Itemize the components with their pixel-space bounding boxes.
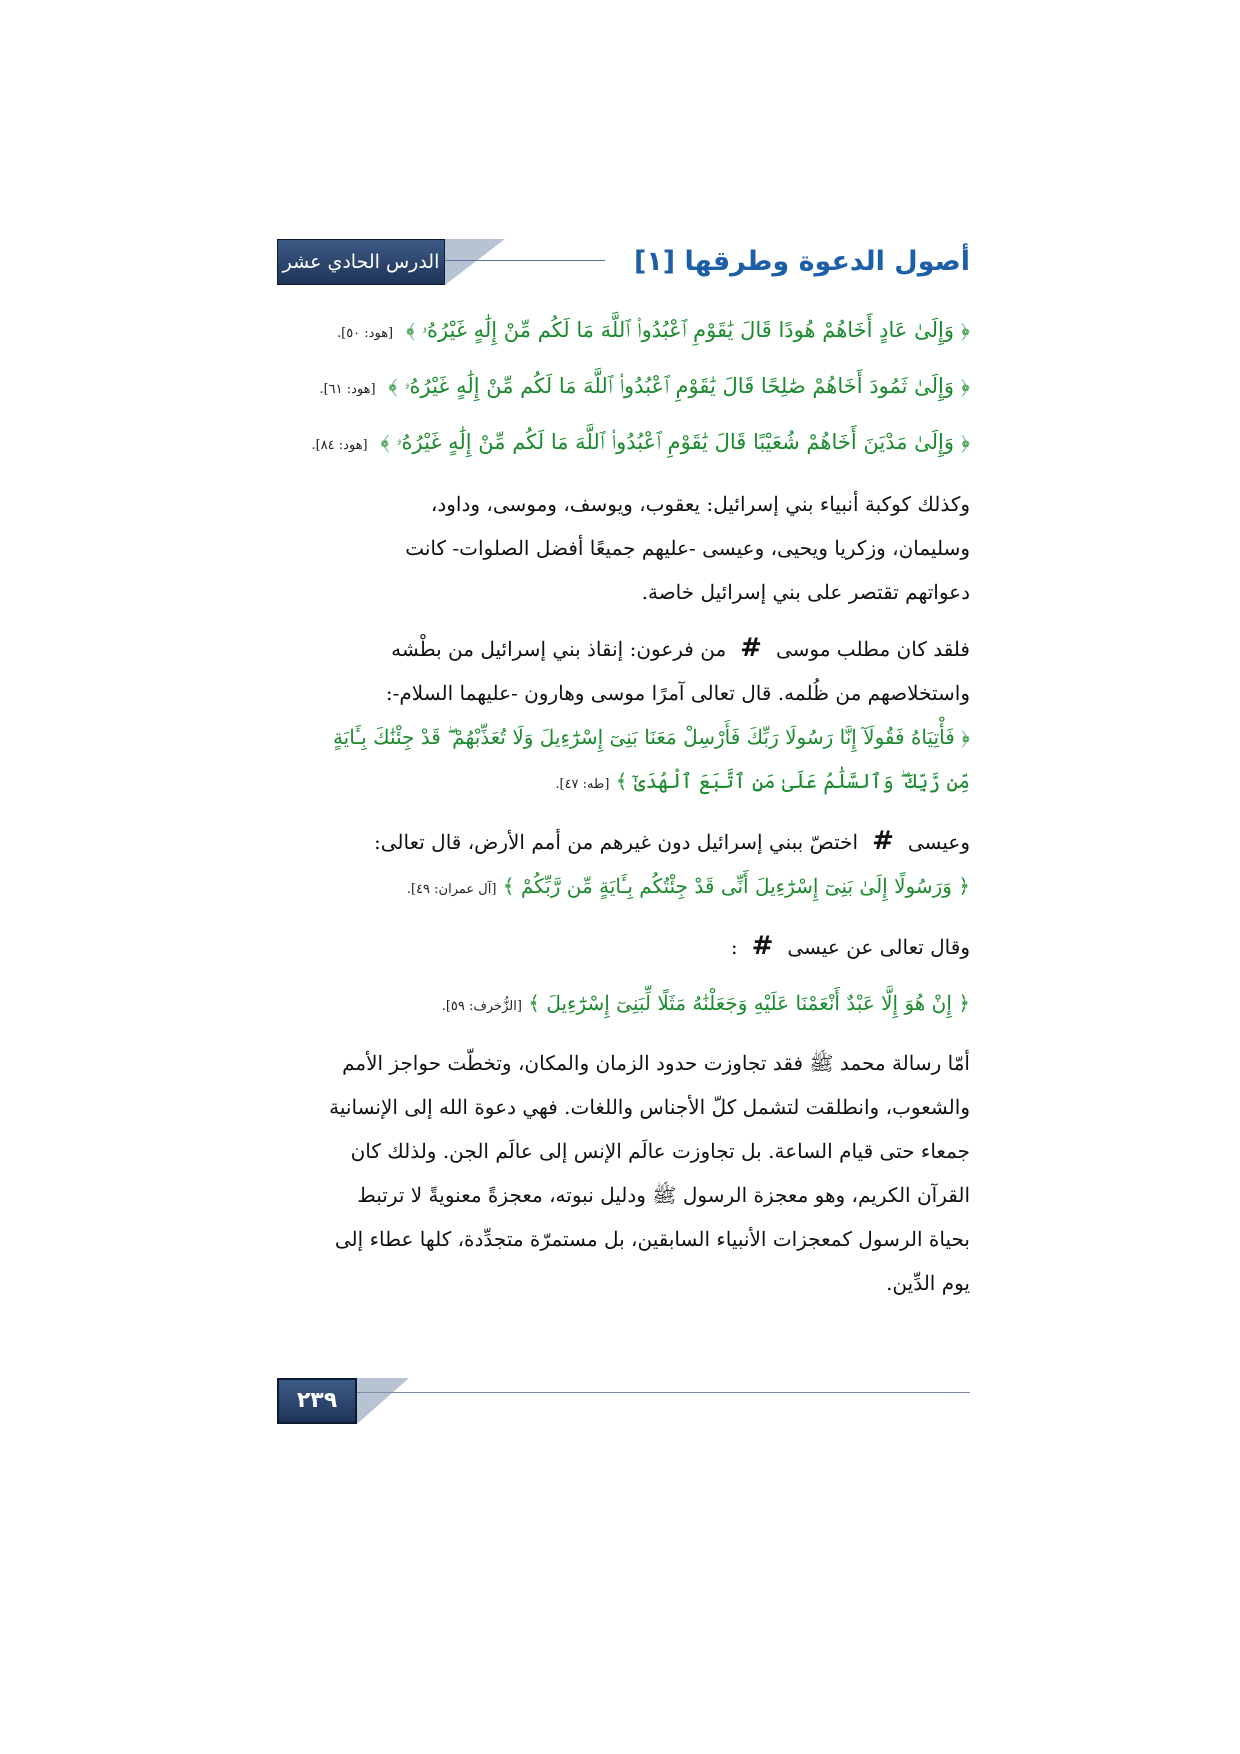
- text-segment: فلقد كان مطلب موسى: [775, 637, 970, 661]
- verse-text: ﴿ وَإِلَىٰ عَادٍ أَخَاهُمْ هُودًا قَالَ يَٰقَوْمِ ٱعْبُدُوا۟ ٱللَّهَ مَا لَكُم مِّنْ إِلَٰهٍ غَيْرُهُۥ ﴾: [405, 318, 970, 342]
- paragraph-israelite-prophets: [267, 482, 970, 614]
- text-line: القرآن الكريم، وهو معجزة الرسول ﷺ ودليل نبوته، معجزةً معنويةً لا ترتبط: [357, 1183, 970, 1207]
- verse-reference: [هود: ٥٠].: [336, 326, 394, 341]
- verse-text: ﴿ وَإِلَىٰ مَدْيَنَ أَخَاهُمْ شُعَيْبًا قَالَ يَٰقَوْمِ ٱعْبُدُوا۟ ٱللَّهَ مَا لَكُم مِّنْ إِلَٰهٍ غَيْرُهُۥ ﴾: [380, 430, 970, 454]
- footer-wedge: [357, 1378, 409, 1424]
- header-wedge: [445, 239, 505, 285]
- verse-reference: [هود: ٨٤].: [311, 438, 368, 453]
- verse-line: [267, 864, 970, 912]
- text-line: [267, 626, 970, 671]
- text-segment: اختصّ ببني إسرائيل دون غيرهم من أمم الأرض، قال تعالى:: [374, 830, 859, 854]
- verse-line: [267, 981, 970, 1029]
- paragraph-jesus: [267, 819, 970, 912]
- text-line: أمّا رسالة محمد ﷺ فقد تجاوزت حدود الزمان والمكان، وتخطّت حواجز الأمم: [342, 1051, 970, 1075]
- paragraph-muhammad: [267, 1041, 970, 1305]
- verse-hud-84: [267, 414, 970, 470]
- spacer: [267, 969, 970, 981]
- verse-line: ﴿ فَأْتِيَاهُ فَقُولَآ إِنَّا رَسُولَا رَبِّكَ فَأَرْسِلْ مَعَنَا بَنِىٓ إِسْرَٰٓءِيلَ وَلَا تُعَذِّبْهُمْ ۖ قَدْ جِئْنَٰكَ بِـَٔايَةٍ: [332, 725, 970, 749]
- page-number: ٢٣٩: [277, 1378, 357, 1424]
- text-segment: :: [730, 935, 738, 959]
- verse-reference: [الزُّخرف: ٥٩].: [441, 999, 522, 1014]
- verse-hud-61: [267, 358, 970, 414]
- text-line: [267, 819, 970, 864]
- text-segment: وقال تعالى عن عيسى: [787, 935, 970, 959]
- page-header: [270, 233, 970, 291]
- verse-reference: [طه: ٤٧].: [555, 777, 610, 792]
- text-segment: وعيسى: [907, 830, 970, 854]
- verse-text: ﴿ وَرَسُولًا إِلَىٰ بَنِىٓ إِسْرَٰٓءِيلَ أَنِّى قَدْ جِئْتُكُم بِـَٔايَةٍ مِّن رَّبِّكُمْ ﴾: [502, 874, 970, 898]
- hash-symbol: #: [872, 826, 894, 856]
- text-line: وكذلك كوكبة أنبياء بني إسرائيل: يعقوب، ويوسف، وموسى، وداود،: [430, 492, 970, 516]
- text-line: وسليمان، وزكريا ويحيى، وعيسى -عليهم جميعًا أفضل الصلوات- كانت: [405, 536, 970, 560]
- text-line: يوم الدِّين.: [886, 1271, 970, 1295]
- page-title: أصول الدعوة وطرقها [١]: [633, 246, 970, 277]
- verse-reference: [آل عمران: ٤٩].: [406, 882, 497, 897]
- text-line: جمعاء حتى قيام الساعة. بل تجاوزت عالَم الإنس إلى عالَم الجن. ولذلك كان: [350, 1139, 970, 1163]
- paragraph-jesus-servant: [267, 924, 970, 1029]
- hash-symbol: #: [740, 633, 762, 663]
- text-segment: من فرعون: إنقاذ بني إسرائيل من بطْشه: [391, 637, 727, 661]
- verse-text: ﴿ وَإِلَىٰ ثَمُودَ أَخَاهُمْ صَٰلِحًا قَالَ يَٰقَوْمِ ٱعْبُدُوا۟ ٱللَّهَ مَا لَكُم مِّنْ إِلَٰهٍ غَيْرُهُۥ ﴾: [388, 374, 970, 398]
- hash-symbol: #: [751, 931, 774, 961]
- text-line: دعواتهم تقتصر على بني إسرائيل خاصة.: [641, 580, 970, 604]
- verse-text: مِّن رَّبِّكَ ۖ وَٱلسَّلَٰمُ عَلَىٰ مَنِ ٱتَّبَعَ ٱلْهُدَىٰٓ ﴾: [615, 769, 970, 793]
- verse-reference: [هود: ٦١].: [319, 382, 376, 397]
- lesson-badge: الدرس الحادي عشر: [277, 239, 445, 285]
- text-line: بحياة الرسول كمعجزات الأنبياء السابقين، بل مستمرّة متجدِّدة، كلها عطاء إلى: [334, 1227, 970, 1251]
- page-footer: [270, 1378, 970, 1424]
- footer-rule: [357, 1392, 970, 1393]
- verse-line: [267, 759, 970, 807]
- paragraph-moses: [267, 626, 970, 807]
- header-rule: [445, 260, 605, 261]
- text-line: والشعوب، وانطلقت لتشمل كلّ الأجناس واللغات. فهي دعوة الله إلى الإنسانية: [329, 1095, 970, 1119]
- page-body: [267, 302, 970, 1305]
- verse-text: ﴿ إِنْ هُوَ إِلَّا عَبْدٌ أَنْعَمْنَا عَلَيْهِ وَجَعَلْنَٰهُ مَثَلًا لِّبَنِىٓ إِسْرَٰٓءِيلَ ﴾: [528, 991, 970, 1015]
- text-line: [267, 924, 970, 969]
- verse-hud-50: [267, 302, 970, 358]
- text-line: واستخلاصهم من ظُلمه. قال تعالى آمرًا موسى وهارون -عليهما السلام-:: [385, 681, 970, 705]
